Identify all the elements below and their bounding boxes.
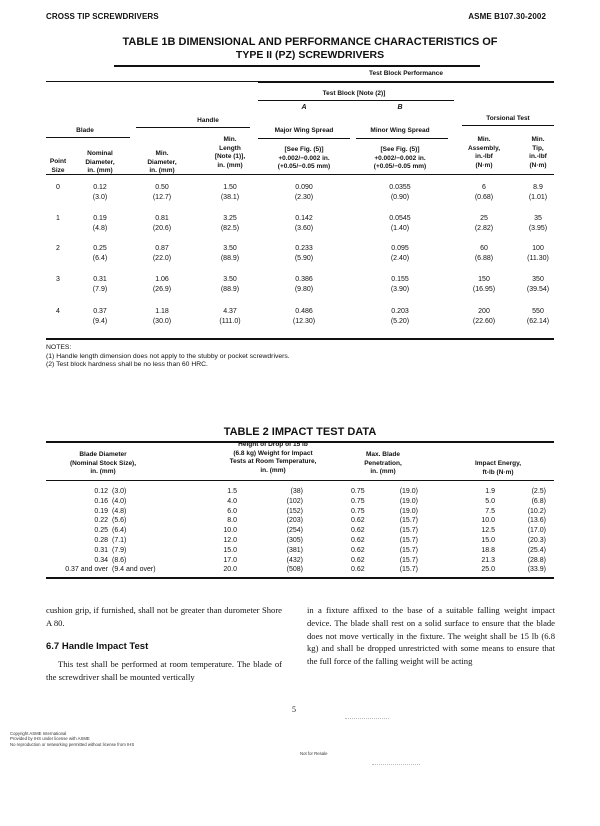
header-nominal-diameter: Nominal (87, 150, 113, 157)
header-tip: in.-lbf (529, 153, 547, 160)
table2-cell: (8.6) (112, 556, 127, 564)
table2-cell: (5.6) (112, 517, 127, 525)
table1-cell: 60 (480, 245, 488, 252)
table2-cell: (19.0) (399, 488, 418, 495)
table1-cell-mm: (12.7) (152, 194, 172, 201)
section-heading: 6.7 Handle Impact Test (46, 641, 149, 652)
table1-cell: 25 (480, 215, 488, 222)
table-rule (258, 82, 554, 83)
table2-cell: (13.6) (527, 517, 546, 525)
header-point-size: Point (49, 158, 67, 165)
table1-cell-mm: (3.90) (390, 286, 410, 293)
table1-cell: 0.12 (93, 184, 107, 191)
table1-cell: 6 (482, 184, 486, 191)
table2-cell: 6.0 (227, 507, 237, 515)
table2-cell: (4.8) (112, 507, 127, 515)
table1-cell: 8.9 (533, 184, 543, 191)
table1-cell: 0.386 (295, 276, 313, 283)
table1-cell: 3.50 (223, 276, 237, 283)
table1-cell: 0.81 (155, 215, 169, 222)
table2-cell: (381) (286, 546, 303, 554)
table1-cell: 4.37 (223, 308, 237, 315)
table1-cell-mm: (20.6) (152, 225, 172, 232)
table1-cell: 0.155 (391, 276, 409, 283)
header-test-block-performance: Test Block Performance (369, 70, 443, 77)
table1-cell: 3.50 (223, 245, 237, 252)
table2-cell: 0.62 (351, 556, 365, 564)
table-rule (136, 127, 250, 128)
table2-cell: (7.1) (112, 537, 127, 544)
not-for-resale: Not for Resale (300, 751, 328, 756)
header-assembly: (N·m) (475, 161, 493, 169)
table2-cell: 0.34 (94, 556, 108, 564)
header-tip: Tip, (532, 144, 544, 152)
table1-cell: 0.50 (155, 184, 169, 191)
page-number: 5 (292, 705, 296, 714)
table1-cell: 0.0355 (389, 184, 411, 191)
table1-cell-mm: (62.14) (526, 318, 550, 325)
table2-header-height: Tests at Room Temperature, (229, 458, 317, 465)
table1-cell: 0.486 (295, 308, 313, 315)
table2-cell: 0.62 (351, 527, 365, 535)
table1-cell: 0.87 (155, 245, 169, 252)
table2-header-energy: ft-lb (N·m) (482, 468, 514, 476)
table2-cell: 21.3 (481, 556, 495, 564)
table2-cell: 0.25 (94, 527, 108, 535)
table2-cell: (19.0) (399, 497, 418, 505)
table2-header-blade-dia: Blade Diameter (79, 451, 127, 458)
table2-cell: 0.37 and over (65, 566, 108, 574)
table2-cell: 10.0 (223, 527, 237, 535)
header-minor-detail: +0.002/−0.002 in. (374, 154, 426, 162)
table1-cell: 1.06 (155, 276, 169, 283)
table1-cell: 0.233 (295, 245, 313, 252)
table1-cell-mm: (0.90) (390, 194, 410, 201)
table1-cell: 0.37 (93, 308, 107, 315)
header-nominal-diameter: Diameter, (85, 158, 115, 166)
table2-cell: 0.28 (94, 537, 108, 544)
table1-cell: 0.203 (391, 308, 409, 315)
title-underline (114, 65, 480, 67)
table2-cell: (19.0) (399, 507, 418, 515)
table1-cell-mm: (2.30) (294, 194, 314, 201)
table1-cell: 350 (532, 276, 544, 283)
header-b: B (397, 104, 403, 111)
table1-cell-mm: (30.0) (152, 318, 172, 325)
table2-cell: (15.7) (399, 527, 418, 535)
table1-cell-mm: (3.60) (294, 225, 314, 232)
table1-cell-mm: (88.9) (220, 255, 240, 262)
table1-cell: 4 (56, 308, 60, 315)
table2-header-blade-dia: in. (mm) (90, 468, 116, 475)
table2-header-penetration: Penetration, (364, 459, 402, 467)
table2-cell: (15.7) (399, 566, 418, 574)
table-rule (46, 137, 130, 138)
table1-cell: 200 (478, 308, 490, 315)
header-min-diameter: Min. (155, 150, 169, 157)
table1-cell: 35 (534, 215, 542, 222)
table1-cell: 0 (56, 184, 60, 191)
header-test-block: Test Block [Note (2)] (322, 90, 386, 97)
header-min-length: [Note (1)], (214, 153, 246, 160)
table1-cell: 1.18 (155, 308, 169, 315)
table1-cell-mm: (3.95) (528, 225, 548, 232)
table2-cell: 0.31 (94, 546, 108, 554)
table2-cell: 0.22 (94, 517, 108, 525)
scan-mark (345, 718, 389, 719)
header-nominal-diameter: in. (mm) (87, 167, 113, 174)
note-2: (2) Test block hardness shall be no less than 60 HRC. (46, 361, 208, 368)
table2-cell: 0.62 (351, 517, 365, 525)
table2-cell: (33.9) (527, 566, 546, 574)
table1-cell: 0.19 (93, 215, 107, 222)
header-assembly: in.-lbf (475, 153, 493, 160)
table2-cell: (432) (286, 556, 303, 564)
table1-header-rule (46, 174, 554, 175)
table1-cell: 1 (56, 215, 60, 222)
table-rule (258, 100, 454, 101)
copyright-footer (10, 731, 134, 747)
table2-cell: 5.0 (485, 497, 495, 505)
table1-cell: 0.142 (295, 215, 313, 222)
table2-cell: 0.62 (351, 566, 365, 574)
table2-cell: 0.75 (351, 497, 365, 505)
table2-cell: (508) (286, 566, 303, 574)
table1-title-line1: TABLE 1B DIMENSIONAL AND PERFORMANCE CHARACTERISTICS OF (122, 36, 498, 48)
table2-cell: 7.5 (485, 507, 495, 515)
body-right-para: in a fixture affixed to the base of a suitable falling weight impact device. The blade shall rest on a solid surface to ensure that the blade does not move vertically in the fixture. The weight shall be 15 lb (6.8 kg) and shall be dropped unrestricted with some means to ensure that the full force of the falling weight will be acting (307, 605, 555, 667)
table2-header-energy: Impact Energy, (474, 460, 522, 467)
table2-cell: 0.62 (351, 546, 365, 554)
table1-cell-mm: (82.5) (220, 225, 240, 232)
table2-cell: 4.0 (227, 497, 237, 505)
table2-cell: (15.7) (399, 537, 418, 544)
table2-cell: (17.0) (527, 527, 546, 535)
header-assembly: Assembly, (467, 144, 501, 152)
table2-cell: 12.0 (223, 537, 237, 544)
table1-notes (46, 344, 290, 370)
table2-cell: 10.0 (481, 517, 495, 525)
header-blade: Blade (76, 127, 94, 134)
header-tip: Min. (531, 136, 545, 143)
table1-cell-mm: (22.60) (472, 318, 496, 325)
table2-cell: (10.2) (527, 507, 546, 515)
table-rule (462, 125, 554, 126)
header-min-diameter: in. (mm) (149, 167, 175, 174)
footer-line-2: Provided by IHS under license with ASME (10, 736, 90, 742)
table2-cell: 1.9 (485, 488, 495, 495)
table2-cell: 8.0 (227, 517, 237, 525)
table1-cell: 2 (56, 245, 60, 252)
body-left-para1: cushion grip, if furnished, shall not be greater than durometer Shore A 80. (46, 605, 282, 628)
table1-cell: 100 (532, 245, 544, 252)
table1-title (70, 36, 550, 62)
table1-cell-mm: (6.4) (92, 255, 108, 262)
running-header-right: ASME B107.30-2002 (468, 12, 546, 21)
table2-cell: 15.0 (223, 546, 237, 554)
table2-cell: 15.0 (481, 537, 495, 544)
table2-header-height: (6.8 kg) Weight for Impact (233, 449, 313, 457)
table1-cell-mm: (6.88) (474, 255, 494, 262)
table2-cell: (38) (290, 488, 303, 495)
header-major-wing: Major Wing Spread (274, 127, 334, 134)
table1-cell-mm: (12.30) (292, 318, 316, 325)
table2-cell: 20.0 (223, 566, 237, 574)
table1-cell-mm: (4.8) (92, 225, 108, 232)
table2-cell: 0.16 (94, 497, 108, 505)
table1-cell-mm: (111.0) (219, 318, 241, 325)
header-tip: (N·m) (529, 161, 547, 169)
table2-cell: (15.7) (399, 556, 418, 564)
table2-header-height: Height of Drop of 15 lb (238, 441, 308, 448)
table2-cell: 0.19 (94, 507, 108, 515)
note-1: (1) Handle length dimension does not apply to the stubby or pocket screwdrivers. (46, 352, 290, 360)
table1-cell-mm: (39.54) (526, 286, 550, 293)
table1-cell-mm: (0.68) (474, 194, 494, 201)
table2-title: TABLE 2 IMPACT TEST DATA (223, 426, 377, 438)
table1-cell: 3.25 (223, 215, 237, 222)
scan-mark (372, 764, 420, 765)
table1-cell: 0.25 (93, 245, 107, 252)
table2-cell: 1.5 (227, 488, 237, 495)
header-major-detail: +0.002/−0.002 in. (278, 154, 330, 162)
header-major-detail: (+0.05/−0.05 mm) (277, 163, 331, 170)
header-torsional: Torsional Test (486, 115, 530, 122)
table2-cell: 0.75 (351, 507, 365, 515)
header-minor-detail: (+0.05/−0.05 mm) (373, 163, 427, 170)
table1-cell-mm: (3.0) (92, 194, 108, 201)
table1-cell-mm: (9.4) (92, 318, 108, 325)
header-point-size: Size (51, 166, 65, 174)
table2-cell: (15.7) (399, 546, 418, 554)
table2-header-blade-dia: (Nominal Stock Size), (69, 459, 137, 467)
table1-cell: 0.31 (93, 276, 107, 283)
table1-cell-mm: (26.9) (152, 286, 172, 293)
table2-cell: (7.9) (112, 546, 127, 554)
table2-cell: (254) (286, 527, 303, 535)
table2-cell: (25.4) (527, 546, 546, 554)
table1-bottom-rule (46, 338, 554, 340)
table2-cell: (203) (286, 517, 303, 525)
table2-cell: (2.5) (531, 488, 546, 495)
footer-line-1: Copyright ASME International (10, 731, 67, 736)
table2-header-penetration: Max. Blade (366, 451, 400, 458)
table1-cell-mm: (38.1) (220, 194, 240, 201)
table1-cell: 3 (56, 276, 60, 283)
table1-cell-mm: (1.01) (528, 194, 548, 201)
table1-cell: 150 (478, 276, 490, 283)
header-min-diameter: Diameter, (147, 158, 177, 166)
table1-cell-mm: (5.90) (294, 255, 314, 262)
table1-cell-mm: (7.9) (92, 286, 108, 293)
body-left-para2: This test shall be performed at room temperature. The blade of the screwdriver shall be mounted vertically (46, 659, 282, 682)
table2-cell: (152) (286, 507, 303, 515)
table2-cell: 0.62 (351, 537, 365, 544)
table2-cell: (305) (286, 537, 303, 544)
footer-line-3: No reproduction or networking permitted without license from IHS (10, 741, 135, 747)
table2-bottom-rule (46, 577, 554, 579)
table1-cell-mm: (5.20) (390, 318, 410, 325)
table2-cell: 17.0 (223, 556, 237, 564)
table-rule (258, 138, 350, 139)
table1-cell: 1.50 (223, 184, 237, 191)
table2-cell: (20.3) (527, 537, 546, 544)
table2-header-rule (46, 480, 554, 481)
table1-cell-mm: (88.9) (220, 286, 240, 293)
header-min-length: Length (219, 144, 241, 152)
table2-cell: 25.0 (481, 566, 495, 574)
table2-cell: 0.12 (94, 488, 108, 495)
table1-cell-mm: (2.40) (390, 255, 410, 262)
table2-cell: 0.75 (351, 488, 365, 495)
table2-header-penetration: in. (mm) (370, 468, 396, 475)
header-handle: Handle (197, 117, 219, 124)
notes-label: NOTES: (46, 344, 72, 351)
header-assembly: Min. (477, 136, 491, 143)
table2-cell: 12.5 (481, 527, 495, 535)
table2-cell: (4.0) (112, 497, 127, 505)
table1-cell-mm: (16.95) (472, 286, 496, 293)
table1-cell: 0.090 (295, 184, 313, 191)
header-major-detail: [See Fig. (5)] (284, 146, 324, 153)
table1-cell-mm: (9.80) (294, 286, 314, 293)
table1-cell-mm: (1.40) (390, 225, 410, 232)
table2-cell: (28.8) (527, 556, 546, 564)
table2-cell: (6.8) (531, 497, 546, 505)
table2-cell: (3.0) (112, 488, 127, 495)
table1-cell-mm: (22.0) (152, 255, 172, 262)
table2-cell: (102) (286, 497, 303, 505)
table1-cell-mm: (2.82) (474, 225, 494, 232)
table-rule (356, 138, 448, 139)
header-minor-wing: Minor Wing Spread (370, 127, 430, 134)
table1-title-line2: TYPE II (PZ) SCREWDRIVERS (235, 49, 385, 61)
table1-cell: 0.095 (391, 245, 409, 252)
table1-cell: 0.0545 (389, 215, 411, 222)
header-a: A (301, 104, 307, 111)
table2-cell: (9.4 and over) (112, 566, 156, 574)
header-min-length: Min. (223, 136, 237, 143)
header-minor-detail: [See Fig. (5)] (380, 146, 420, 153)
table1-cell-mm: (11.30) (527, 255, 549, 262)
table2-header-height: in. (mm) (260, 466, 286, 474)
table2-cell: (6.4) (112, 527, 127, 535)
table2-cell: 18.8 (481, 546, 495, 554)
table1-cell: 550 (532, 308, 544, 315)
table2-cell: (15.7) (399, 517, 418, 525)
running-header-left: CROSS TIP SCREWDRIVERS (46, 12, 159, 21)
header-min-length: in. (mm) (217, 161, 243, 169)
